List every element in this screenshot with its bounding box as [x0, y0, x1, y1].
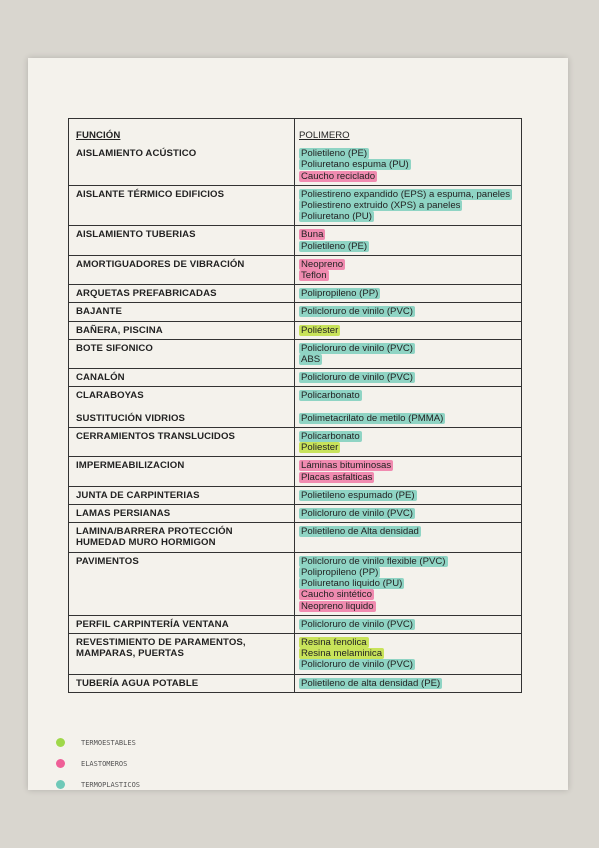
polimero-cell	[295, 186, 521, 226]
funcion-cell	[69, 226, 295, 254]
funcion-cell	[69, 285, 295, 302]
table-row	[69, 427, 521, 456]
funcion-cell	[69, 256, 295, 284]
table-row	[69, 368, 521, 386]
funcion-text: CLARABOYAS	[76, 390, 144, 402]
polimero-text: Poliestireno extruido (XPS) a paneles	[301, 200, 461, 212]
funcion-text: AMORTIGUADORES DE VIBRACIÓN	[76, 258, 245, 270]
funcion-cell	[69, 634, 295, 674]
table-row	[69, 386, 521, 427]
header-polimero: POLIMERO	[299, 130, 350, 141]
table-row	[69, 321, 521, 339]
funcion-text: LAMAS PERSIANAS	[76, 508, 171, 520]
funcion-cell	[69, 616, 295, 633]
legend-label: TERMOPLASTICOS	[81, 780, 141, 789]
table-row	[69, 615, 521, 633]
polimero-text: Láminas bituminosas	[301, 460, 392, 472]
funcion-cell	[69, 553, 295, 615]
polimero-cell	[295, 428, 521, 456]
polimero-text: Poliuretano espuma (PU)	[301, 159, 409, 171]
funcion-cell	[69, 340, 295, 368]
polimero-cell	[295, 285, 521, 302]
funcion-cell	[69, 487, 295, 504]
funcion-text: PERFIL CARPINTERÍA VENTANA	[76, 618, 229, 630]
header-funcion: FUNCIÓN	[69, 119, 295, 145]
legend-item	[56, 774, 316, 795]
polimero-cell	[295, 256, 521, 284]
funcion-text: BOTE SIFONICO	[76, 342, 153, 354]
funcion-text: PAVIMENTOS	[76, 555, 139, 567]
funcion-text	[76, 402, 288, 413]
table-row	[69, 302, 521, 320]
polimero-text: Policloruro de vinilo (PVC)	[301, 508, 413, 520]
polimero-text: Polietileno de alta densidad (PE)	[301, 677, 441, 689]
funcion-cell	[69, 322, 295, 339]
funcion-text: CERRAMIENTOS TRANSLUCIDOS	[76, 431, 236, 443]
polimero-text: Placas asfalticas	[301, 471, 373, 483]
polimero-cell	[295, 226, 521, 254]
polimero-text: Resina fenolica	[301, 636, 367, 648]
funcion-cell	[69, 303, 295, 320]
polimero-text: Polipropileno (PP)	[301, 288, 379, 300]
polimero-cell	[295, 457, 521, 485]
legend-swatch	[56, 780, 65, 789]
polimero-text: Teflon	[301, 270, 327, 282]
polimero-text: Polietileno (PE)	[301, 240, 368, 252]
legend-item	[56, 753, 316, 774]
funcion-text: AISLANTE TÉRMICO EDIFICIOS	[76, 188, 225, 200]
table-row	[69, 633, 521, 674]
polimero-cell	[295, 340, 521, 368]
funcion-text: BAÑERA, PISCINA	[76, 324, 163, 336]
legend-swatch	[56, 738, 65, 747]
polimero-cell	[295, 303, 521, 320]
funcion-cell	[69, 457, 295, 485]
funcion-text: SUSTITUCIÓN VIDRIOS	[76, 412, 186, 424]
polimero-text: ABS	[301, 354, 321, 366]
polimero-cell	[295, 523, 521, 551]
polimero-text: Poliéster	[301, 324, 339, 336]
legend-item	[56, 732, 316, 753]
polimero-text: Policloruro de vinilo (PVC)	[301, 306, 413, 318]
polimero-text: Policloruro de vinilo flexible (PVC)	[301, 555, 446, 567]
legend-swatch	[56, 759, 65, 768]
polimero-text: Policarbonato	[301, 390, 360, 402]
funcion-text: ARQUETAS PREFABRICADAS	[76, 288, 217, 300]
color-legend	[56, 732, 316, 795]
table-row	[69, 522, 521, 551]
polimero-text: Poliestireno expandido (EPS) a espuma, paneles	[301, 188, 511, 200]
polimero-cell	[295, 487, 521, 504]
funcion-cell	[69, 145, 295, 185]
table-row	[69, 255, 521, 284]
polimero-text: Polimetacrilato de metilo (PMMA)	[301, 412, 444, 424]
table-header-row	[69, 119, 521, 145]
table-row	[69, 225, 521, 254]
polimero-text: Resina melaminica	[301, 648, 383, 660]
funcion-text: REVESTIMIENTO DE PARAMENTOS,	[76, 636, 246, 648]
funcion-cell	[69, 675, 295, 692]
polimero-text: Polipropileno (PP)	[301, 566, 379, 578]
funcion-text: LAMINA/BARRERA PROTECCIÓN	[76, 526, 233, 538]
funcion-text: CANALÓN	[76, 372, 125, 384]
table-row	[69, 339, 521, 368]
polimero-cell	[295, 387, 521, 427]
polimero-text: Policloruro de vinilo (PVC)	[301, 342, 413, 354]
polimero-text: Caucho sintético	[301, 589, 372, 601]
polimero-text: Policloruro de vinilo (PVC)	[301, 372, 413, 384]
table-row	[69, 456, 521, 485]
funcion-text: IMPERMEABILIZACION	[76, 460, 185, 472]
polimero-cell	[295, 369, 521, 386]
polimero-text: Poliuretano liquido (PU)	[301, 578, 403, 590]
polimero-text: Neopreno liquido	[301, 600, 374, 612]
table-row	[69, 185, 521, 226]
polimero-cell	[295, 322, 521, 339]
funcion-text: BAJANTE	[76, 306, 123, 318]
funcion-cell	[69, 428, 295, 456]
table-row	[69, 284, 521, 302]
polimero-text: Polietileno de Alta densidad	[301, 526, 419, 538]
funcion-text: JUNTA DE CARPINTERIAS	[76, 489, 200, 501]
polimero-cell	[295, 675, 521, 692]
polimero-text: Policarbonato	[301, 431, 360, 443]
polimero-text: Poliuretano (PU)	[301, 211, 372, 223]
polimero-cell	[295, 505, 521, 522]
funcion-text: TUBERÍA AGUA POTABLE	[76, 677, 199, 689]
funcion-text: AISLAMIENTO TUBERIAS	[76, 229, 196, 241]
funcion-cell	[69, 387, 295, 427]
funcion-cell	[69, 369, 295, 386]
funcion-text: HUMEDAD MURO HORMIGON	[76, 537, 216, 549]
polimero-text: Policloruro de vinilo (PVC)	[301, 659, 413, 671]
polimero-text: Buna	[301, 229, 324, 241]
polimero-text: Caucho reciclado	[301, 170, 376, 182]
polimero-cell	[295, 616, 521, 633]
table-row	[69, 486, 521, 504]
table-row	[69, 674, 521, 692]
legend-label: ELASTOMEROS	[81, 759, 128, 768]
polimero-text: Policloruro de vinilo (PVC)	[301, 618, 413, 630]
table-row	[69, 504, 521, 522]
polimero-text: Poliester	[301, 442, 339, 454]
polimero-text: Polietileno (PE)	[301, 148, 368, 160]
polimero-cell	[295, 553, 521, 615]
legend-label: TERMOESTABLES	[81, 738, 136, 747]
polimero-cell	[295, 145, 521, 185]
polymer-table	[68, 118, 522, 693]
funcion-text: AISLAMIENTO ACÚSTICO	[76, 148, 197, 160]
polimero-text: Neopreno	[301, 258, 344, 270]
table-row	[69, 145, 521, 185]
funcion-cell	[69, 186, 295, 226]
table-row	[69, 552, 521, 615]
polimero-text: Polietileno espumado (PE)	[301, 489, 415, 501]
funcion-cell	[69, 523, 295, 551]
funcion-text: MAMPARAS, PUERTAS	[76, 648, 184, 660]
polimero-cell	[295, 634, 521, 674]
funcion-cell	[69, 505, 295, 522]
